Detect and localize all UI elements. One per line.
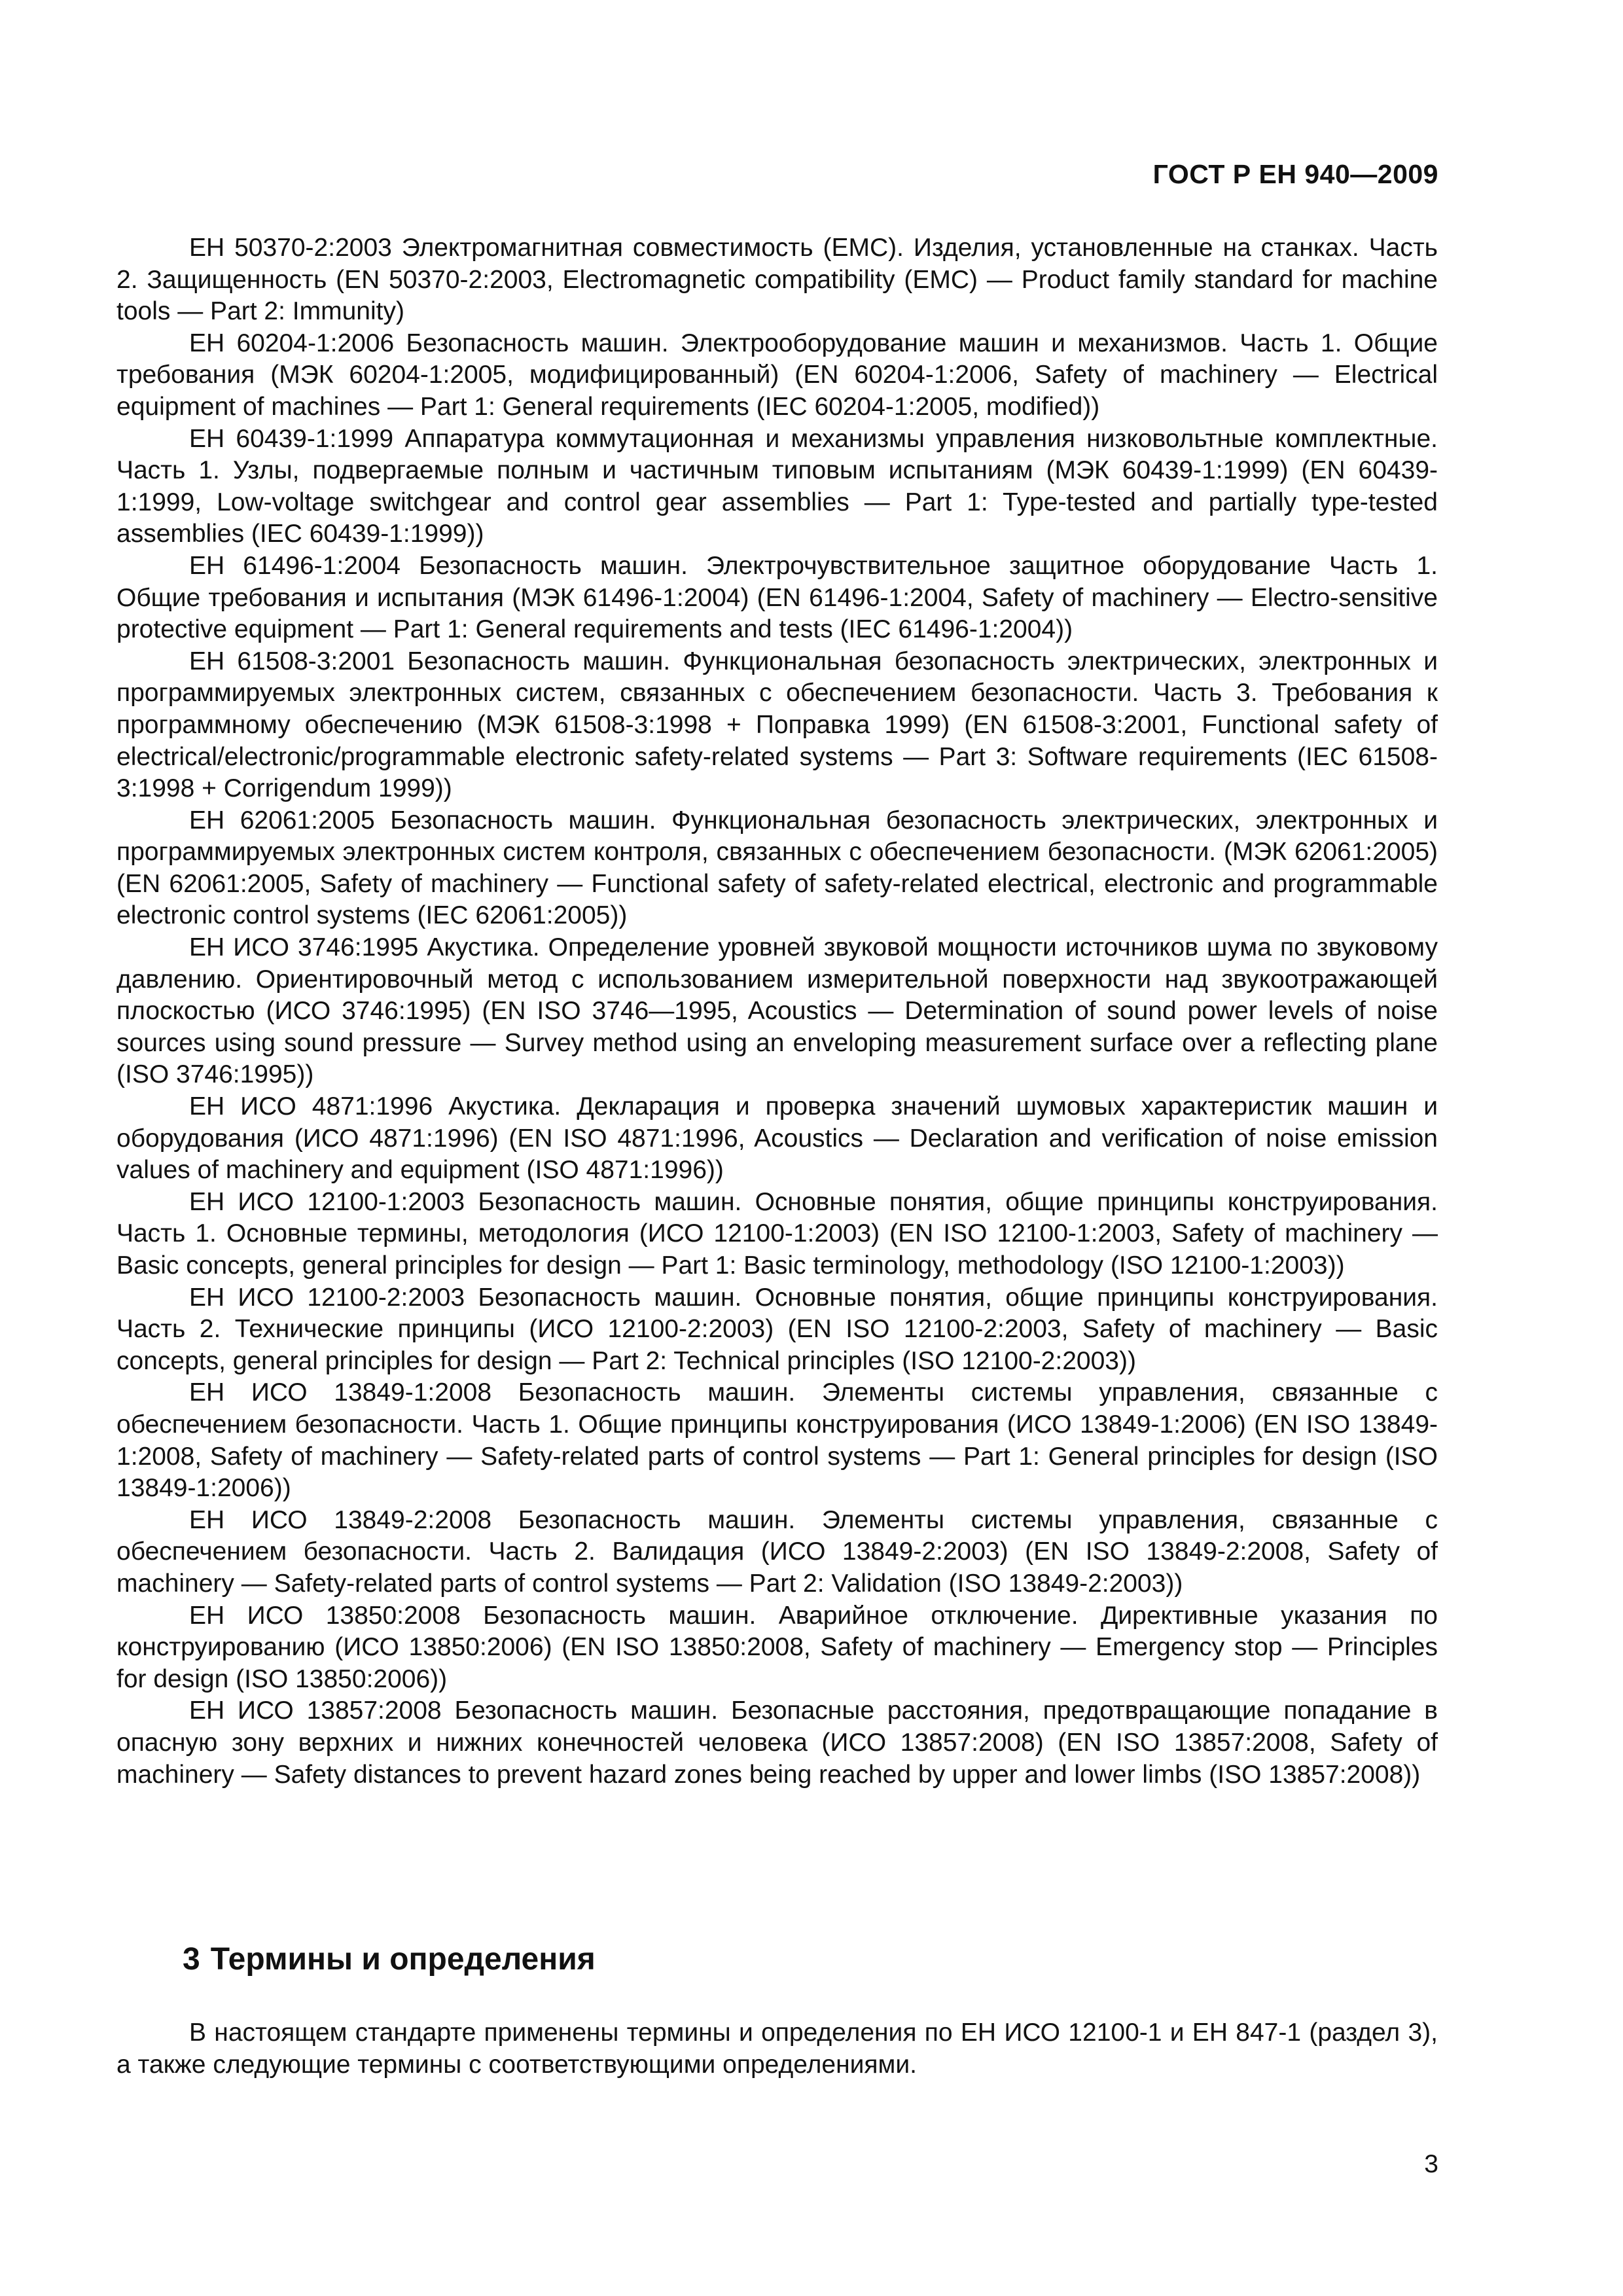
section-heading bbox=[183, 1941, 596, 1977]
reference-item: ЕН ИСО 13849-1:2008 Безопасность машин. Элементы системы управления, связанные с обеспечением безопасности. Часть 1. Общие принципы конструирования (ИСО 13849-1:2006) (EN ISO 13849-1:2008, Safety of machinery — Safety-related parts of control systems — Part 1: General principles for design (ISO 13849-1:2006)) bbox=[116, 1378, 1438, 1503]
page-number: 3 bbox=[1424, 2150, 1438, 2178]
reference-item: ЕН ИСО 13849-2:2008 Безопасность машин. Элементы системы управления, связанные с обеспечением безопасности. Часть 2. Валидация (ИСО 13849-2:2003) (EN ISO 13849-2:2008, Safety of machinery — Safety-related parts of control systems — Part 2: Validation (ISO 13849-2:2003)) bbox=[116, 1505, 1438, 1598]
document-code-header: ГОСТ Р ЕН 940—2009 bbox=[1152, 159, 1438, 189]
normative-references-list bbox=[116, 232, 1438, 1791]
reference-item: ЕН ИСО 13850:2008 Безопасность машин. Аварийное отключение. Директивные указания по конструированию (ИСО 13850:2006) (EN ISO 13850:2008, Safety of machinery — Emergency stop — Principles for design (ISO 13850:2006)) bbox=[116, 1601, 1438, 1693]
reference-item: ЕН ИСО 3746:1995 Акустика. Определение уровней звуковой мощности источников шума по звуковому давлению. Ориентировочный метод с использованием измерительной поверхности над звукоотражающей плоскостью (ИСО 3746:1995) (EN ISO 3746—1995, Acoustics — Determination of sound power levels of noise sources using sound pressure — Survey method using an enveloping measurement surface over a reflecting plane (ISO 3746:1995)) bbox=[116, 933, 1438, 1089]
reference-item: ЕН 61508-3:2001 Безопасность машин. Функциональная безопасность электрических, электронных и программируемых электронных систем, связанных с обеспечением безопасности. Часть 3. Требования к программному обеспечению (МЭК 61508-3:1998 + Поправка 1999) (EN 61508-3:2001, Functional safety of electrical/electronic/programmable electronic safety-related systems — Part 3: Software requirements (IEC 61508-3:1998 + Corrigendum 1999)) bbox=[116, 647, 1438, 803]
reference-item: ЕН ИСО 13857:2008 Безопасность машин. Безопасные расстояния, предотвращающие попадание в опасную зону верхних и нижних конечностей человека (ИСО 13857:2008) (EN ISO 13857:2008, Safety of machinery — Safety distances to prevent hazard zones being reached by upper and lower limbs (ISO 13857:2008)) bbox=[116, 1696, 1438, 1789]
section-intro-paragraph: В настоящем стандарте применены термины и определения по ЕН ИСО 12100-1 и ЕН 847-1 (раздел 3), а также следующие термины с соответствующими определениями. bbox=[116, 2018, 1438, 2079]
section-title: Термины и определения bbox=[210, 1942, 596, 1977]
reference-item: ЕН ИСО 12100-2:2003 Безопасность машин. Основные понятия, общие принципы конструирования. Часть 2. Технические принципы (ИСО 12100-2:2003) (EN ISO 12100-2:2003, Safety of machinery — Basic concepts, general principles for design — Part 2: Technical principles (ISO 12100-2:2003)) bbox=[116, 1283, 1438, 1375]
section-number: 3 bbox=[183, 1942, 200, 1977]
reference-item: ЕН ИСО 4871:1996 Акустика. Декларация и проверка значений шумовых характеристик машин и оборудования (ИСО 4871:1996) (EN ISO 4871:1996, Acoustics — Declaration and verification of noise emission values of machinery and equipment (ISO 4871:1996)) bbox=[116, 1092, 1438, 1185]
reference-item: ЕН 50370-2:2003 Электромагнитная совместимость (EMC). Изделия, установленные на станках. Часть 2. Защищенность (EN 50370-2:2003, Electromagnetic compatibility (EMC) — Product family standard for machine tools — Part 2: Immunity) bbox=[116, 234, 1438, 326]
reference-item: ЕН 60439-1:1999 Аппаратура коммутационная и механизмы управления низковольтные комплектные. Часть 1. Узлы, подвергаемые полным и частичным типовым испытаниям (МЭК 60439-1:1999) (EN 60439-1:1999, Low-voltage switchgear and control gear assemblies — Part 1: Type-tested and partially type-tested assemblies (IEC 60439-1:1999)) bbox=[116, 424, 1438, 548]
reference-item: ЕН 62061:2005 Безопасность машин. Функциональная безопасность электрических, электронных и программируемых электронных систем контроля, связанных с обеспечением безопасности. (МЭК 62061:2005) (EN 62061:2005, Safety of machinery — Functional safety of safety-related electrical, electronic and programmable electronic control systems (IEC 62061:2005)) bbox=[116, 806, 1438, 930]
reference-item: ЕН 61496-1:2004 Безопасность машин. Электрочувствительное защитное оборудование Часть 1. Общие требования и испытания (МЭК 61496-1:2004) (EN 61496-1:2004, Safety of machinery — Electro-sensitive protective equipment — Part 1: General requirements and tests (IEC 61496-1:2004)) bbox=[116, 551, 1438, 644]
reference-item: ЕН ИСО 12100-1:2003 Безопасность машин. Основные понятия, общие принципы конструирования. Часть 1. Основные термины, методология (ИСО 12100-1:2003) (EN ISO 12100-1:2003, Safety of machinery — Basic concepts, general principles for design — Part 1: Basic terminology, methodology (ISO 12100-1:2003)) bbox=[116, 1187, 1438, 1280]
reference-item: ЕН 60204-1:2006 Безопасность машин. Электрооборудование машин и механизмов. Часть 1. Общие требования (МЭК 60204-1:2005, модифицированный) (EN 60204-1:2006, Safety of machinery — Electrical equipment of machines — Part 1: General requirements (IEC 60204-1:2005, modified)) bbox=[116, 329, 1438, 421]
